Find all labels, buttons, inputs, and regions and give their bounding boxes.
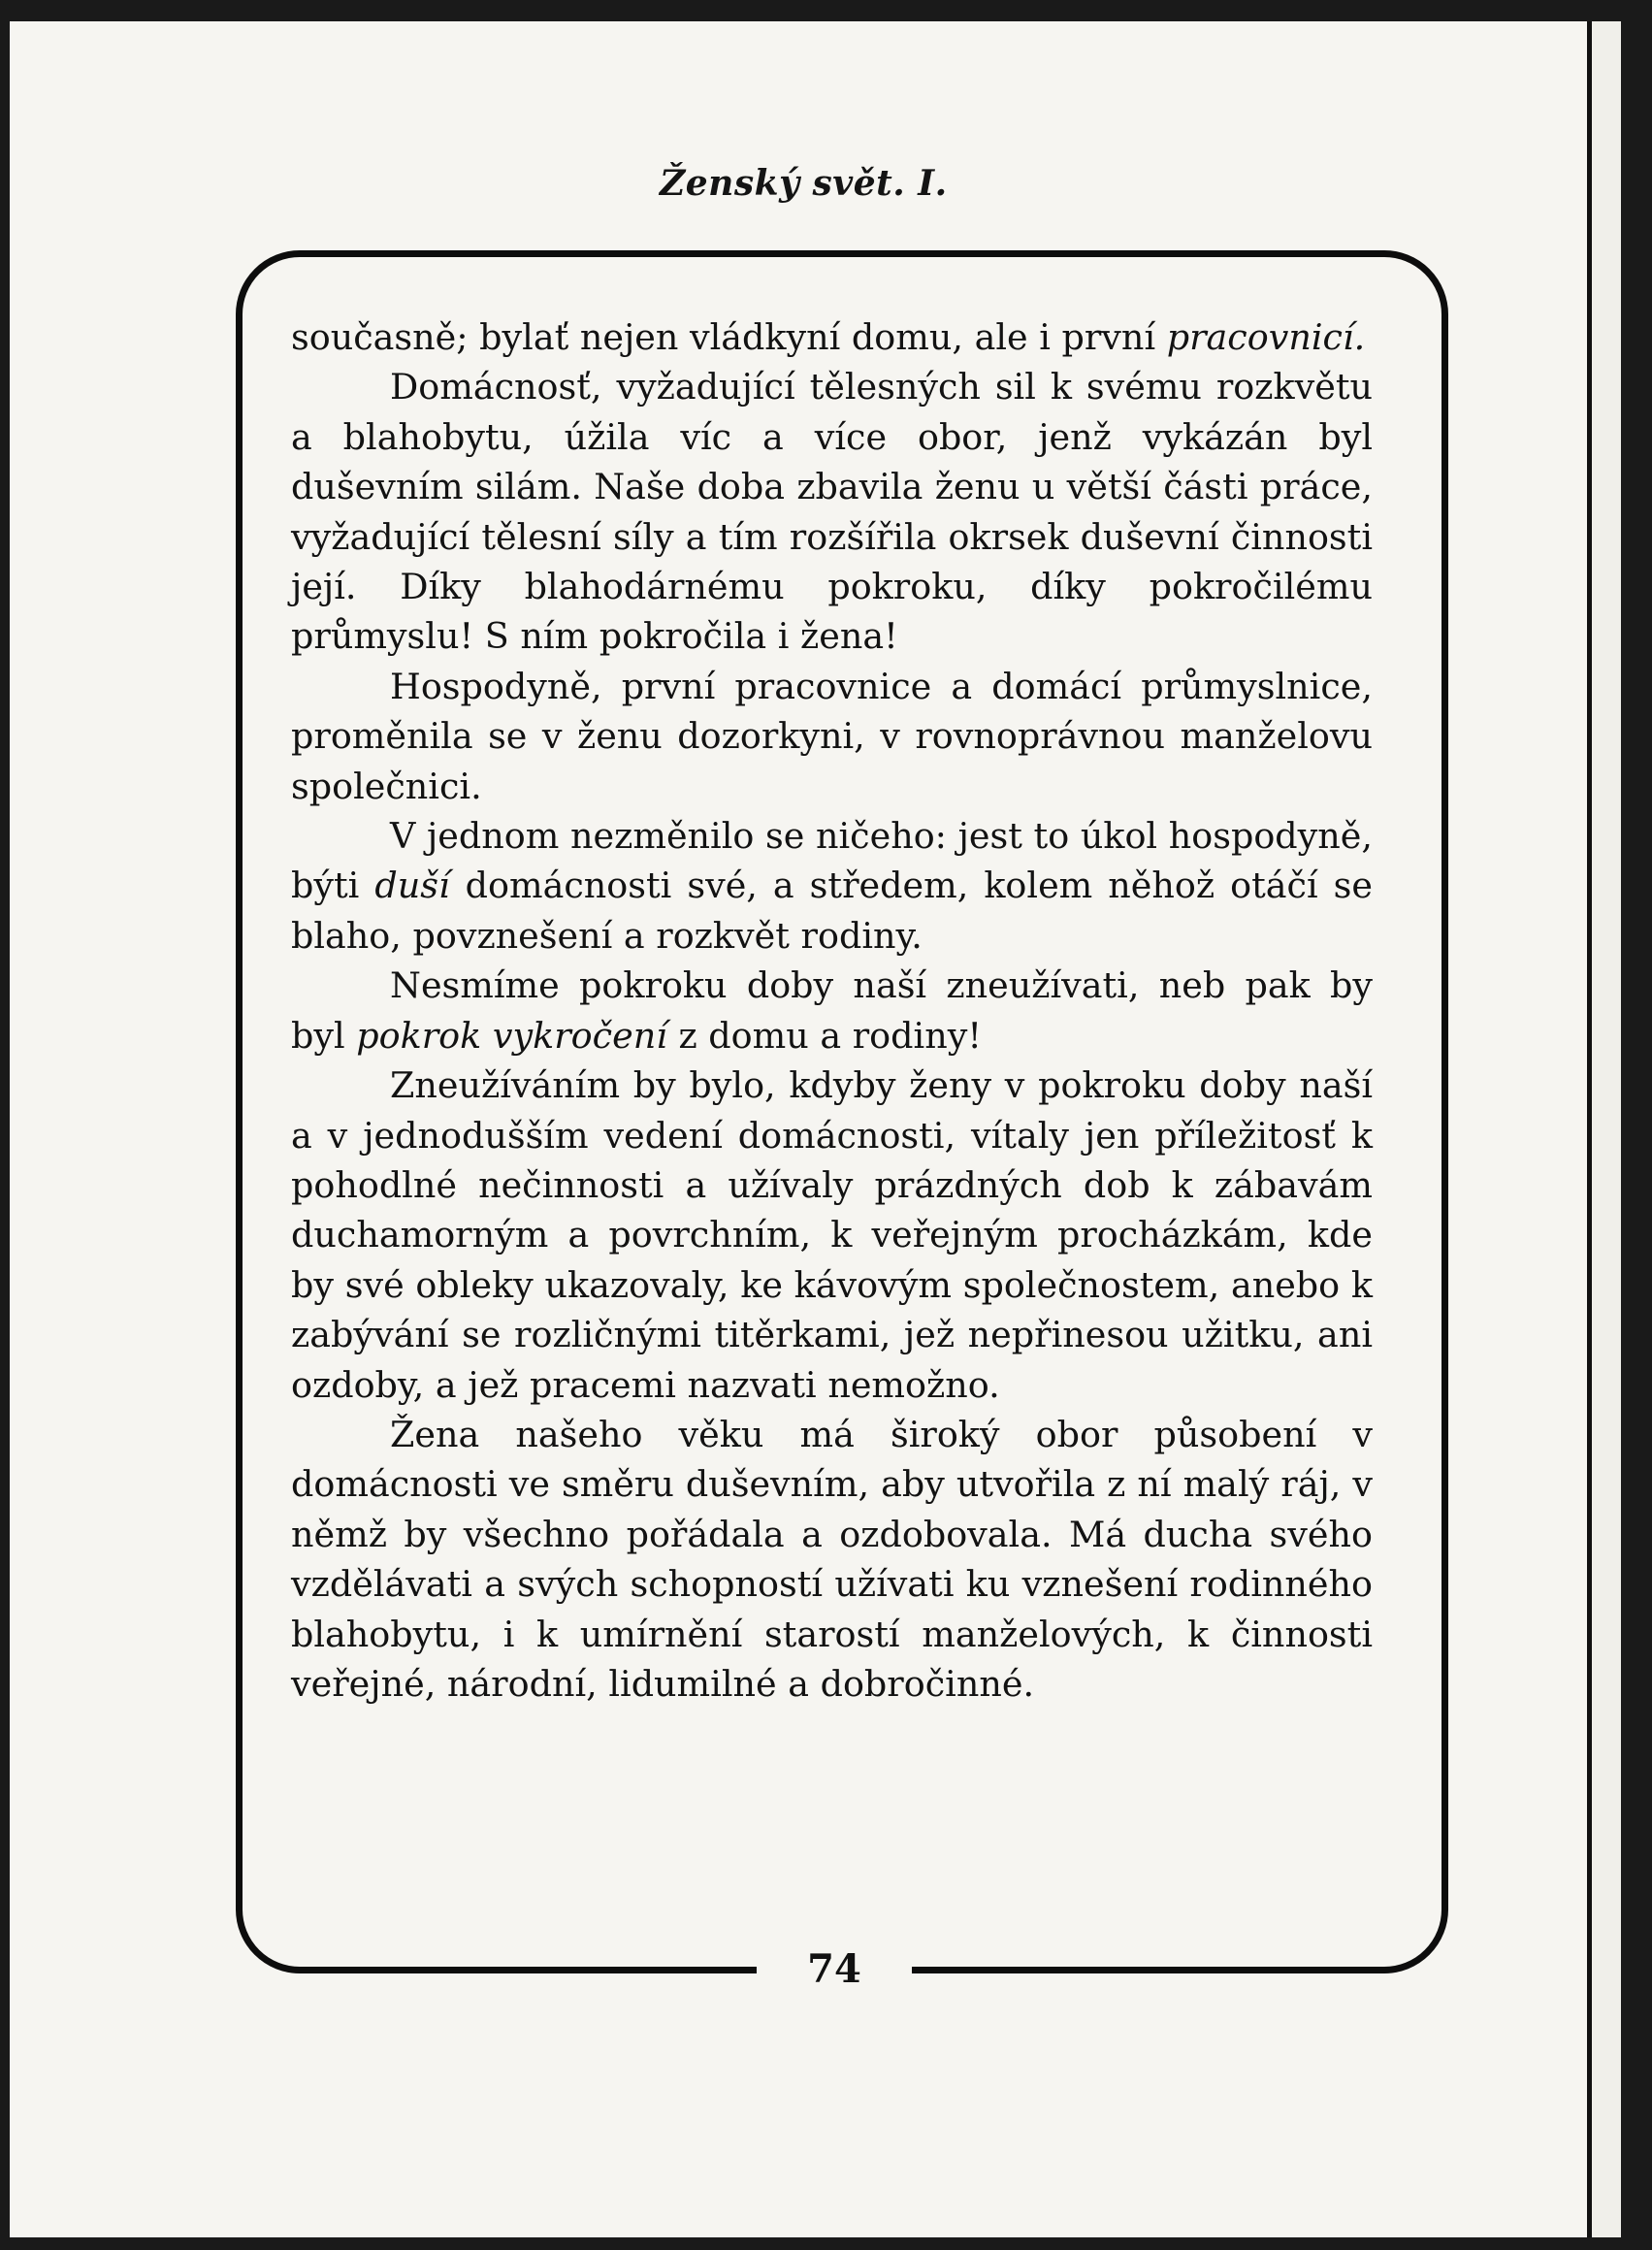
text-run: domácnosti své, a středem, kolem něhož otáčí se blaho, povznešení a rozkvět rodiny. (291, 864, 1373, 957)
paragraph (291, 362, 1373, 661)
adjacent-page-edge (1587, 21, 1621, 2237)
paragraph (291, 1410, 1373, 1709)
text-run: Hospodyně, první pracovnice a domácí průmyslnice, proměnila se v ženu dozorkyni, v rovnoprávnou manželovu společnici. (291, 665, 1373, 807)
text-run: Domácnosť, vyžadující tělesných sil k svému rozkvětu a blahobytu, úžila víc a více obor, jenž vykázán byl duševním silám. Naše doba zbavila ženu u větší části práce, vyžadující tělesní síly a tím rozšířila okrsek duševní činnosti její. Díky blahodárnému pokroku, díky pokročilému průmyslu! S ním pokročila i žena! (291, 366, 1373, 658)
paragraph (291, 961, 1373, 1060)
text-run: Nesmíme pokroku doby naší zneužívati, neb pak by byl (291, 964, 1373, 1057)
italic-run: duší (374, 864, 450, 907)
italic-run: pokrok vykročení (356, 1014, 667, 1057)
running-title: Ženský svět. I. (660, 163, 948, 204)
text-run: Žena našeho věku má široký obor působení v domácnosti ve směru duševním, aby utvořila z ní malý ráj, v němž by všechno pořádala a ozdobovala. Má ducha svého vzdělávati a svých schopností užívati ku vznešení rodinného blahobytu, i k umírnění starostí manželových, k činnosti veřejné, národní, lidumilné a dobročinné. (291, 1413, 1373, 1705)
text-run: současně; bylať nejen vládkyní domu, ale i první (291, 316, 1167, 358)
page-number-container (757, 1936, 912, 2004)
paragraph (291, 662, 1373, 811)
page-number: 74 (807, 1946, 861, 1992)
paragraph (291, 1060, 1373, 1410)
body-text (291, 312, 1373, 1709)
text-run: z domu a rodiny! (666, 1014, 982, 1057)
text-run: V jednom nezměnilo se ničeho: jest to úkol hospodyně, býti (291, 815, 1373, 907)
paragraph (291, 312, 1373, 362)
text-run: Zneužíváním by bylo, kdyby ženy v pokroku doby naší a v jednodušším vedení domácnosti, vítaly jen příležitosť k pohodlné nečinnosti a užívaly prázdných dob k zábavám duchamorným a povrchním, k veřejným procházkám, kde by své obleky ukazovaly, ke kávovým společnostem, anebo k zabývání se rozličnými titěrkami, jež nepřinesou užitku, ani ozdoby, a jež pracemi nazvati nemožno. (291, 1064, 1373, 1406)
italic-run: pracovnicí. (1166, 316, 1366, 358)
paragraph (291, 811, 1373, 961)
